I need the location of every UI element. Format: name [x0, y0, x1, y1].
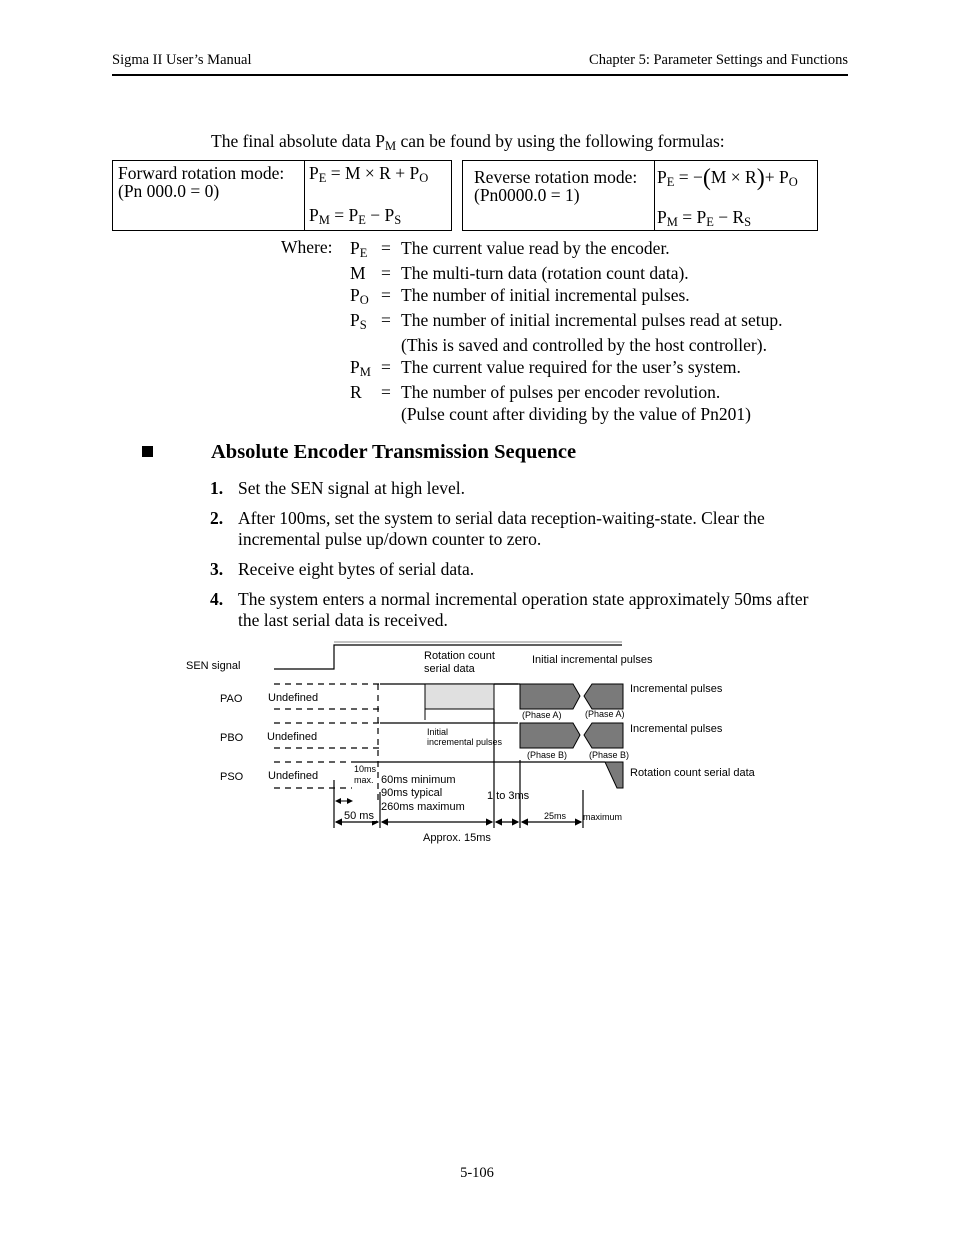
t60-label: 60ms minimum — [381, 774, 456, 786]
section-bullet-square — [142, 446, 153, 457]
reverse-formula-box — [462, 160, 818, 231]
phase-b-label-2: (Phase B) — [589, 750, 630, 760]
initial-incremental-pulses-label: Initial incremental pulses — [532, 654, 653, 666]
where-description: (This is saved and controlled by the host controller). — [401, 335, 767, 355]
t90-label: 90ms typical — [381, 787, 443, 799]
where-item — [0, 403, 954, 427]
where-equals: = — [381, 382, 391, 402]
where-item — [0, 381, 954, 405]
where-description: The multi-turn data (rotation count data). — [401, 263, 689, 283]
where-description: The current value required for the user’s system. — [401, 357, 741, 377]
initial-label-2: incremental pulses — [427, 737, 503, 747]
where-equals: = — [381, 310, 391, 330]
tmax-label: maximum — [583, 812, 623, 822]
pao-pulse-1 — [520, 684, 580, 709]
t50-label: 50 ms — [344, 810, 374, 822]
step-3: 3. Receive eight bytes of serial data. — [210, 559, 475, 579]
where-symbol: $P_E$ — [350, 238, 368, 260]
phase-a-label-1: (Phase A) — [522, 710, 562, 720]
where-item — [0, 309, 954, 333]
where-description: The number of initial incremental pulses. — [401, 285, 690, 305]
pbo-label: PBO — [220, 732, 244, 744]
reverse-formula-pe: $P_E = -(M \times R)+ P_O$ — [657, 165, 798, 191]
t25-label: 25ms — [544, 811, 567, 821]
where-symbol: $P_O$ — [350, 285, 369, 307]
where-equals: = — [381, 285, 391, 305]
reverse-mode-label: Reverse rotation mode: — [474, 167, 638, 187]
rotation-count-label-2: serial data — [424, 663, 475, 675]
rotation-count-serial-data-label: Rotation count serial data — [630, 767, 755, 779]
where-equals: = — [381, 357, 391, 377]
where-item — [0, 334, 954, 358]
where-symbol: M — [350, 263, 366, 283]
rotation-count-label-1: Rotation count — [424, 650, 495, 662]
pao-label: PAO — [220, 693, 243, 705]
timing-diagram — [180, 640, 755, 850]
t10ms-label-2: max. — [354, 775, 374, 785]
section-title: Absolute Encoder Transmission Sequence — [211, 441, 577, 463]
where-description: The current value read by the encoder. — [401, 238, 670, 258]
intro-text: The final absolute data $P_M$ can be found by using the following formulas: — [211, 131, 725, 153]
step-4: 4. The system enters a normal incremental operation state approximately 50ms after the last serial data is received. — [210, 589, 809, 630]
where-item — [0, 284, 954, 308]
where-equals: = — [381, 263, 391, 283]
reverse-mode-param: (Pn0000.0 = 1) — [474, 185, 580, 205]
initial-label-1: Initial — [427, 727, 449, 737]
t1to3-label: 1 to 3ms — [487, 790, 530, 802]
pso-serial-data-block — [605, 762, 623, 788]
forward-mode-label: Forward rotation mode: — [118, 163, 285, 183]
t260-label: 260ms maximum — [381, 801, 465, 813]
pbo-pulse-2 — [584, 723, 623, 748]
header-rule — [112, 74, 848, 76]
where-symbol: $P_M$ — [350, 357, 371, 379]
header-title: Sigma II User’s Manual — [112, 52, 252, 68]
incremental-pulses-a-label: Incremental pulses — [630, 683, 723, 695]
pso-label: PSO — [220, 771, 244, 783]
pao-serial-data-box — [425, 684, 494, 709]
where-description: (Pulse count after dividing by the value of Pn201) — [401, 404, 751, 424]
reverse-formula-pm: $P_M = P_E - R_S$ — [657, 207, 752, 229]
approx15-label: Approx. 15ms — [423, 832, 491, 844]
pbo-pulse-1 — [520, 723, 580, 748]
where-item — [0, 262, 954, 286]
where-item — [0, 237, 954, 261]
where-label: Where: — [281, 237, 333, 257]
pbo-undefined: Undefined — [267, 731, 318, 743]
where-symbol: $P_S$ — [350, 310, 367, 332]
forward-formula-pm: $P_M = P_E - P_S$ — [309, 205, 402, 227]
where-item — [0, 356, 954, 380]
forward-formula-box — [112, 160, 452, 231]
pso-undefined: Undefined — [268, 770, 319, 782]
step-1: 1. Set the SEN signal at high level. — [210, 478, 465, 498]
where-description: The number of pulses per encoder revolution. — [401, 382, 721, 402]
step-2: 2. After 100ms, set the system to serial data reception-waiting-state. Clear the incremental pulse up/down counter to zero. — [210, 508, 765, 549]
where-equals: = — [381, 238, 391, 258]
t10ms-label-1: 10ms — [354, 764, 377, 774]
pao-undefined: Undefined — [268, 692, 319, 704]
page-number: 5-106 — [460, 1165, 494, 1181]
forward-mode-param: (Pn 000.0 = 0) — [118, 181, 220, 201]
sen-signal-label: SEN signal — [186, 660, 241, 672]
phase-a-label-2: (Phase A) — [585, 709, 625, 719]
where-description: The number of initial incremental pulses read at setup. — [401, 310, 783, 330]
pao-pulse-2 — [584, 684, 623, 709]
incremental-pulses-b-label: Incremental pulses — [630, 723, 723, 735]
forward-formula-pe: $P_E = M \times R + P_O$ — [309, 163, 429, 185]
where-symbol: R — [350, 382, 362, 402]
header-chapter: Chapter 5: Parameter Settings and Functions — [589, 52, 848, 68]
phase-b-label-1: (Phase B) — [527, 750, 568, 760]
